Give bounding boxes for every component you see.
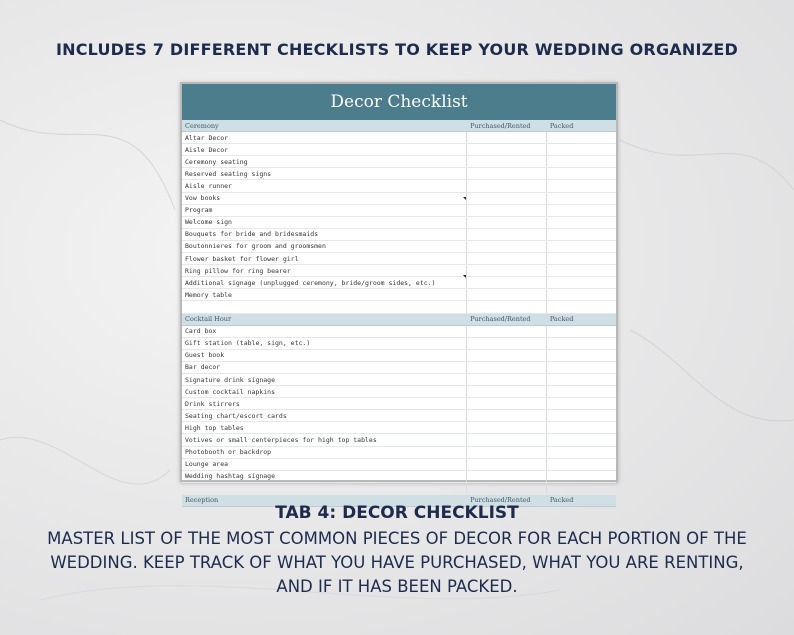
packed-cell[interactable] — [546, 277, 616, 289]
purchased-rented-cell[interactable] — [467, 204, 547, 216]
checklist-row[interactable] — [182, 458, 616, 470]
purchased-rented-cell[interactable] — [467, 216, 547, 228]
item-cell[interactable]: Ring pillow for ring bearer — [182, 265, 467, 277]
purchased-rented-cell[interactable] — [467, 398, 547, 410]
purchased-rented-cell[interactable] — [467, 277, 547, 289]
purchased-rented-cell[interactable] — [467, 253, 547, 265]
packed-cell[interactable] — [546, 349, 616, 361]
checklist-row[interactable] — [182, 361, 616, 373]
checklist-row[interactable] — [182, 410, 616, 422]
comment-marker[interactable] — [463, 275, 466, 278]
item-cell[interactable]: Photobooth or backdrop — [182, 446, 467, 458]
headline: INCLUDES 7 DIFFERENT CHECKLISTS TO KEEP YOUR WEDDING ORGANIZED — [55, 40, 739, 59]
packed-cell[interactable] — [546, 156, 616, 168]
packed-cell[interactable] — [546, 337, 616, 349]
item-cell[interactable]: Drink stirrers — [182, 398, 467, 410]
empty-cell[interactable] — [546, 482, 616, 494]
purchased-rented-cell[interactable] — [467, 192, 547, 204]
packed-header-cell[interactable]: Packed — [546, 120, 616, 132]
blank-row[interactable] — [182, 482, 616, 494]
checklist-row[interactable] — [182, 156, 616, 168]
purchased-rented-cell[interactable] — [467, 422, 547, 434]
packed-cell[interactable] — [546, 398, 616, 410]
sheet-title: Decor Checklist — [182, 84, 616, 120]
checklist-row[interactable] — [182, 228, 616, 240]
empty-cell[interactable] — [467, 482, 547, 494]
checklist-row[interactable] — [182, 325, 616, 337]
checklist-row[interactable] — [182, 180, 616, 192]
packed-cell[interactable] — [546, 325, 616, 337]
purchased-rented-header-cell[interactable]: Purchased/Rented — [467, 120, 547, 132]
checklist-row[interactable] — [182, 349, 616, 361]
packed-cell[interactable] — [546, 168, 616, 180]
purchased-rented-cell[interactable] — [467, 386, 547, 398]
section-header-row[interactable] — [182, 120, 616, 132]
packed-cell[interactable] — [546, 144, 616, 156]
item-cell[interactable]: Flower basket for flower girl — [182, 253, 467, 265]
packed-cell[interactable] — [546, 192, 616, 204]
packed-cell[interactable] — [546, 132, 616, 144]
item-cell[interactable]: Bouquets for bride and bridesmaids — [182, 228, 467, 240]
blank-row[interactable] — [182, 301, 616, 313]
item-cell[interactable]: Welcome sign — [182, 216, 467, 228]
packed-cell[interactable] — [546, 434, 616, 446]
checklist-row[interactable] — [182, 168, 616, 180]
empty-cell[interactable] — [182, 482, 467, 494]
checklist-row[interactable] — [182, 337, 616, 349]
checklist-grid — [182, 120, 616, 507]
packed-header-cell[interactable]: Packed — [546, 494, 616, 506]
checklist-row[interactable] — [182, 373, 616, 385]
purchased-rented-cell[interactable] — [467, 434, 547, 446]
checklist-row[interactable] — [182, 277, 616, 289]
purchased-rented-cell[interactable] — [467, 446, 547, 458]
item-cell[interactable]: Program — [182, 204, 467, 216]
checklist-row[interactable] — [182, 434, 616, 446]
purchased-rented-cell[interactable] — [467, 410, 547, 422]
packed-cell[interactable] — [546, 228, 616, 240]
item-cell[interactable]: Bar decor — [182, 361, 467, 373]
packed-cell[interactable] — [546, 180, 616, 192]
item-cell[interactable]: Seating chart/escort cards — [182, 410, 467, 422]
item-cell[interactable]: Wedding hashtag signage — [182, 470, 467, 482]
item-cell[interactable]: Signature drink signage — [182, 373, 467, 385]
purchased-rented-cell[interactable] — [467, 265, 547, 277]
empty-cell[interactable] — [182, 301, 467, 313]
packed-cell[interactable] — [546, 446, 616, 458]
caption-body: MASTER LIST OF THE MOST COMMON PIECES OF DECOR FOR EACH PORTION OF THE WEDDING. KEEP TRACK OF WHAT YOU HAVE PURCHASED, WHAT YOU ARE RENTING, AND IF IT HAS BEEN PACKED. — [47, 529, 747, 596]
packed-cell[interactable] — [546, 458, 616, 470]
packed-cell[interactable] — [546, 240, 616, 252]
purchased-rented-cell[interactable] — [467, 132, 547, 144]
checklist-row[interactable] — [182, 470, 616, 482]
packed-cell[interactable] — [546, 470, 616, 482]
purchased-rented-cell[interactable] — [467, 228, 547, 240]
purchased-rented-cell[interactable] — [467, 168, 547, 180]
purchased-rented-cell[interactable] — [467, 458, 547, 470]
section-name-cell[interactable]: Cocktail Hour — [182, 313, 467, 325]
purchased-rented-cell[interactable] — [467, 373, 547, 385]
empty-cell[interactable] — [546, 301, 616, 313]
item-cell[interactable]: Altar Decor — [182, 132, 467, 144]
caption-heading: TAB 4: DECOR CHECKLIST — [275, 503, 519, 523]
purchased-rented-cell[interactable] — [467, 470, 547, 482]
checklist-row[interactable] — [182, 216, 616, 228]
item-cell[interactable]: Votives or small centerpieces for high top tables — [182, 434, 467, 446]
item-cell[interactable]: Aisle Decor — [182, 144, 467, 156]
purchased-rented-cell[interactable] — [467, 180, 547, 192]
empty-cell[interactable] — [467, 301, 547, 313]
item-cell[interactable]: Vow books — [182, 192, 467, 204]
item-cell[interactable]: Reserved seating signs — [182, 168, 467, 180]
checklist-row[interactable] — [182, 422, 616, 434]
item-cell[interactable]: Lounge area — [182, 458, 467, 470]
item-cell[interactable]: Memory table — [182, 289, 467, 301]
comment-marker[interactable] — [463, 197, 466, 200]
purchased-rented-cell[interactable] — [467, 156, 547, 168]
packed-cell[interactable] — [546, 204, 616, 216]
checklist-row[interactable] — [182, 192, 616, 204]
item-cell[interactable]: Aisle runner — [182, 180, 467, 192]
purchased-rented-header-cell[interactable]: Purchased/Rented — [467, 313, 547, 325]
section-name-cell[interactable]: Reception — [182, 494, 467, 506]
decor-checklist-sheet — [180, 82, 618, 505]
item-cell[interactable]: Boutonnieres for groom and groomsmen — [182, 240, 467, 252]
purchased-rented-cell[interactable] — [467, 361, 547, 373]
checklist-row[interactable] — [182, 144, 616, 156]
purchased-rented-cell[interactable] — [467, 144, 547, 156]
item-cell[interactable]: Guest book — [182, 349, 467, 361]
checklist-row[interactable] — [182, 398, 616, 410]
item-cell[interactable]: Custom cocktail napkins — [182, 386, 467, 398]
purchased-rented-cell[interactable] — [467, 240, 547, 252]
section-name-cell[interactable]: Ceremony — [182, 120, 467, 132]
packed-cell[interactable] — [546, 265, 616, 277]
checklist-row[interactable] — [182, 204, 616, 216]
checklist-row[interactable] — [182, 240, 616, 252]
packed-cell[interactable] — [546, 216, 616, 228]
item-cell[interactable]: Card box — [182, 325, 467, 337]
purchased-rented-cell[interactable] — [467, 337, 547, 349]
checklist-row[interactable] — [182, 386, 616, 398]
purchased-rented-cell[interactable] — [467, 289, 547, 301]
item-cell[interactable]: Ceremony seating — [182, 156, 467, 168]
item-cell[interactable]: Additional signage (unplugged ceremony, bride/groom sides, etc.) — [182, 277, 467, 289]
packed-cell[interactable] — [546, 410, 616, 422]
packed-cell[interactable] — [546, 289, 616, 301]
purchased-rented-header-cell[interactable]: Purchased/Rented — [467, 494, 547, 506]
checklist-row[interactable] — [182, 289, 616, 301]
item-cell[interactable]: Gift station (table, sign, etc.) — [182, 337, 467, 349]
checklist-row[interactable] — [182, 265, 616, 277]
purchased-rented-cell[interactable] — [467, 349, 547, 361]
checklist-row[interactable] — [182, 446, 616, 458]
packed-cell[interactable] — [546, 253, 616, 265]
checklist-row[interactable] — [182, 132, 616, 144]
packed-cell[interactable] — [546, 386, 616, 398]
section-header-row[interactable] — [182, 313, 616, 325]
checklist-row[interactable] — [182, 253, 616, 265]
purchased-rented-cell[interactable] — [467, 325, 547, 337]
packed-cell[interactable] — [546, 373, 616, 385]
packed-cell[interactable] — [546, 361, 616, 373]
packed-cell[interactable] — [546, 422, 616, 434]
packed-header-cell[interactable]: Packed — [546, 313, 616, 325]
item-cell[interactable]: High top tables — [182, 422, 467, 434]
